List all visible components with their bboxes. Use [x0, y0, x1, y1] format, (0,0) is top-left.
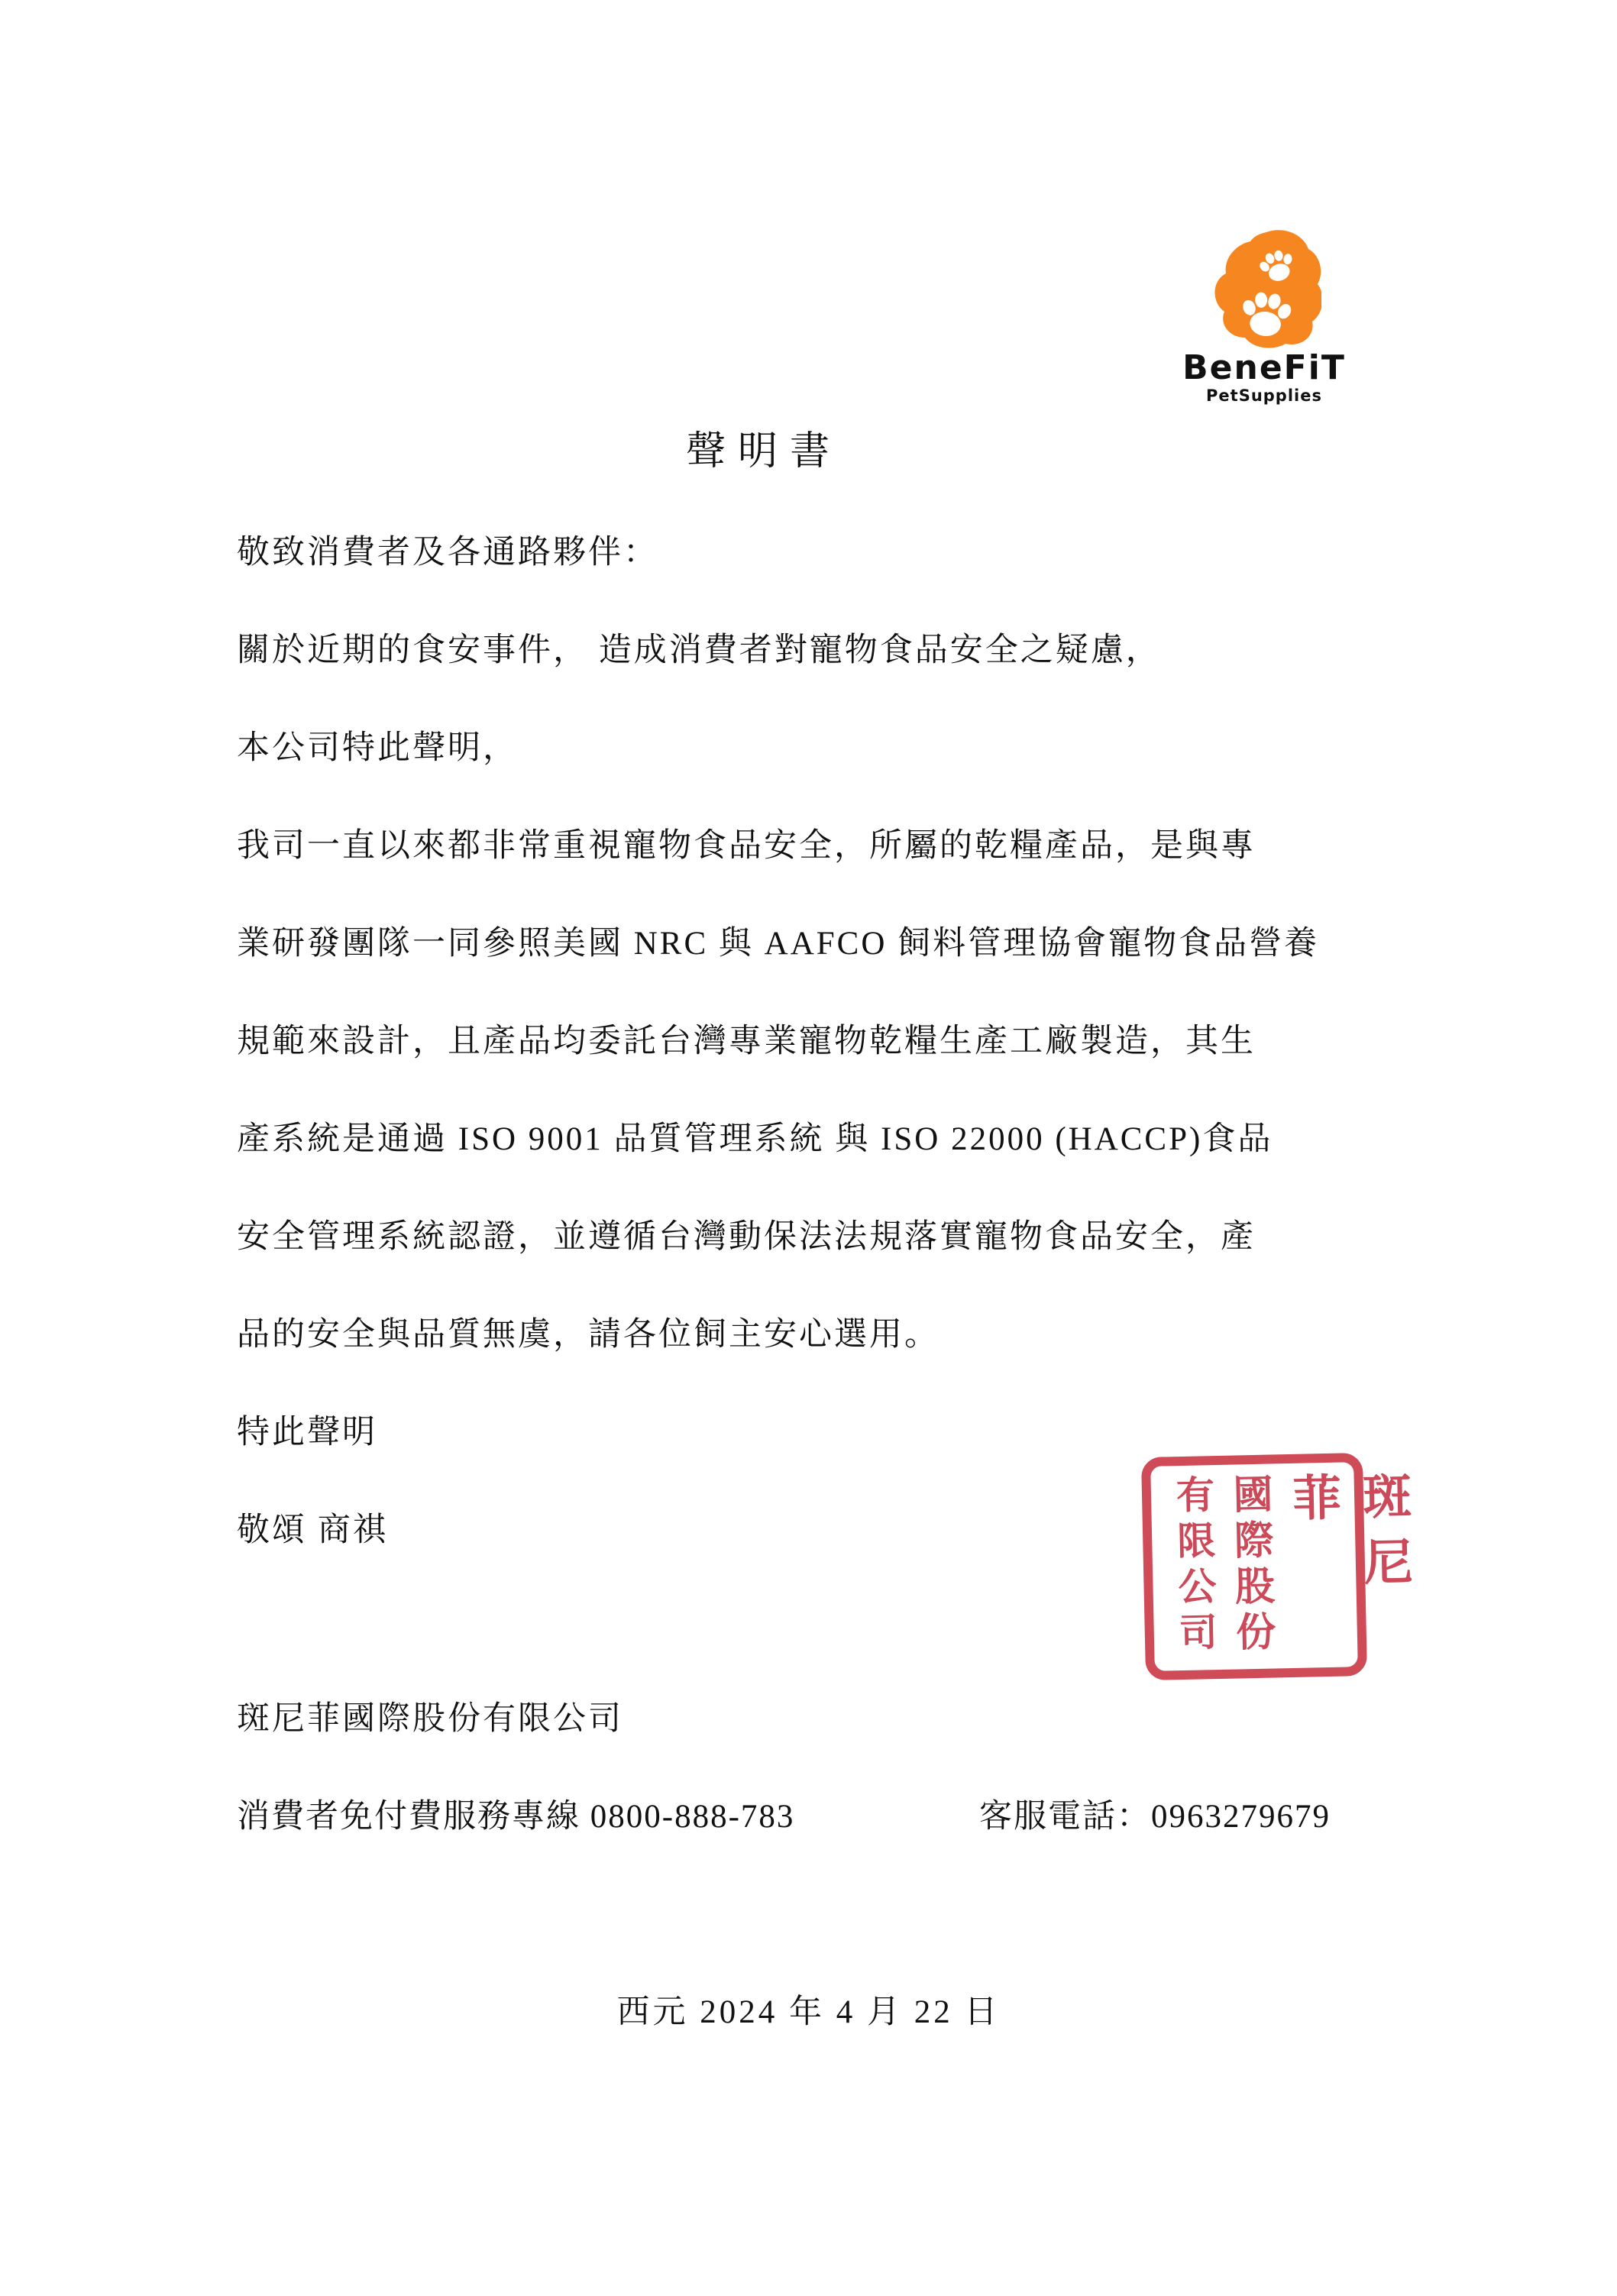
logo-subtitle-text: PetSupplies	[1206, 386, 1322, 405]
body-line: 關於近期的食安事件， 造成消費者對寵物食品安全之疑慮，	[237, 632, 1161, 668]
letter-body	[237, 504, 1398, 1580]
seal-column-left: 有限公司	[1170, 1474, 1218, 1659]
document-date: 西元 2024 年 4 月 22 日	[616, 1994, 1001, 2030]
document-title: 聲明書	[685, 430, 842, 474]
body-line: 規範來設計，且產品均委託台灣專業寵物乾糧生產工廠製造，其生	[237, 1023, 1256, 1059]
body-line: 業研發團隊一同參照美國 NRC 與 AAFCO 飼料管理協會寵物食品營養	[237, 926, 1320, 962]
benefit-logo	[1172, 228, 1356, 404]
contact-line	[237, 1790, 1398, 1837]
body-line: 安全管理系統認證，並遵循台灣動保法法規落實寵物食品安全，產	[237, 1219, 1256, 1255]
seal-column-right: 斑尼菲	[1285, 1470, 1413, 1603]
body-line-closing: 特此聲明	[237, 1415, 377, 1450]
body-line-regards: 敬頌 商祺	[237, 1512, 388, 1548]
service-phone: 客服電話：0963279679	[979, 1799, 1331, 1835]
body-line: 我司一直以來都非常重視寵物食品安全，所屬的乾糧產品，是與專	[237, 828, 1256, 864]
toll-free-hotline: 消費者免付費服務專線 0800-888-783	[237, 1799, 795, 1835]
paw-blob-icon	[1172, 228, 1356, 350]
company-name: 斑尼菲國際股份有限公司	[237, 1701, 623, 1737]
body-line: 品的安全與品質無虞，請各位飼主安心選用。	[237, 1317, 939, 1353]
logo-brand-text: BeneFiT	[1182, 348, 1346, 387]
body-line: 產系統是通過 ISO 9001 品質管理系統 與 ISO 22000 (HACCP)食品	[237, 1121, 1273, 1157]
company-seal	[1141, 1453, 1413, 1680]
body-line: 本公司特此聲明，	[237, 730, 518, 766]
seal-column-middle: 國際股份	[1226, 1473, 1274, 1657]
body-line-salutation: 敬致消費者及各通路夥伴：	[237, 535, 658, 571]
